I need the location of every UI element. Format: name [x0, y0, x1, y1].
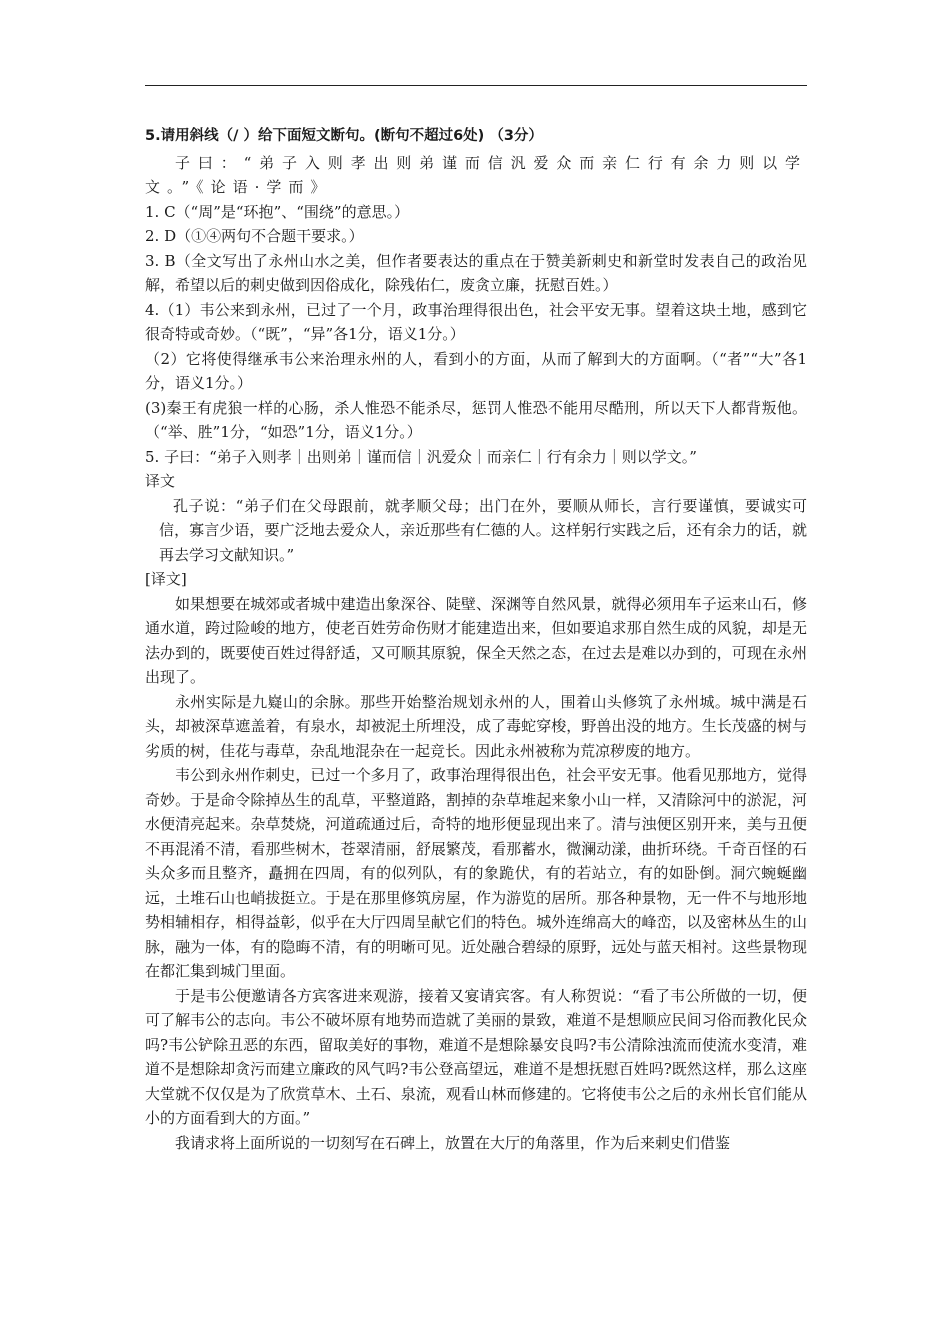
translation-text: 孔子说：“弟子们在父母跟前，就孝顺父母；出门在外，要顺从师长，言行要谨慎，要诚实可信，寡言少语，要广泛地去爱众人，亲近那些有仁德的人。这样躬行实践之后，还有余力的话，就再去学习文献知识。” — [159, 496, 807, 564]
paragraph-5: 我请求将上面所说的一切刻写在石碑上，放置在大厅的角落里，作为后来刺史们借鉴 — [175, 1133, 731, 1152]
paragraph-1: 如果想要在城郊或者城中建造出象深谷、陡壁、深渊等自然风景，就得必须用车子运来山石，修通水道，跨过险峻的地方，使老百姓劳命伤财才能建造出来，但如要追求那自然生成的风貌，却是无法办到的，既要使百姓过得舒适，又可顺其原貌，保全天然之态，在过去是难以办到的，可现在永州出现了。 — [145, 594, 807, 686]
question-5-text: 子曰：“弟子入则孝出则弟谨而信汎爱众而亲仁行有余力则以学 文。”《论语·学而》 — [145, 153, 807, 196]
answer-4-1: 4.（1）韦公来到永州，已过了一个月，政事治理得很出色，社会平安无事。望着这块土地，感到它很奇特或奇妙。（“既”，“异”各1分，语义1分。） — [145, 300, 807, 343]
document-body — [145, 124, 807, 1155]
header-rule — [145, 85, 807, 86]
translation-label: 译文 — [145, 472, 176, 490]
paragraph-4: 于是韦公便邀请各方宾客进来观游，接着又宴请宾客。有人称贺说：“看了韦公所做的一切，便可了解韦公的志向。韦公不破坏原有地势而造就了美丽的景致，难道不是想顺应民间习俗而教化民众吗?韦公铲除丑恶的东西，留取美好的事物，难道不是想除暴安良吗?韦公清除浊流而使流水变清，难道不是想除却贪污而建立廉政的风气吗?韦公登高望远，难道不是想抚慰百姓吗?既然这样，那么这座大堂就不仅仅是为了欣赏草木、土石、泉流，观看山林而修建的。它将使韦公之后的永州长官们能从小的方面看到大的方面。” — [145, 986, 807, 1127]
bracket-translation-label: [译文] — [145, 570, 187, 588]
answer-4-2: （2）它将使得继承韦公来治理永州的人，看到小的方面，从而了解到大的方面啊。（“者”“大”各1分，语义1分。） — [145, 349, 807, 392]
paragraph-2: 永州实际是九嶷山的余脉。那些开始整治规划永州的人，围着山头修筑了永州城。城中满是石头，却被深草遮盖着，有泉水，却被泥土所埋没，成了毒蛇穿梭，野兽出没的地方。生长茂盛的树与劣质的树，佳花与毒草，杂乱地混杂在一起竞长。因此永州被称为荒凉秽废的地方。 — [145, 692, 807, 760]
answer-5: 5. 子曰：“弟子入则孝｜出则弟｜谨而信｜汎爱众｜而亲仁｜行有余力｜则以学文。” — [145, 447, 697, 466]
answer-2: 2. D（①④两句不合题干要求。） — [145, 227, 364, 245]
answer-4-3: (3)秦王有虎狼一样的心肠，杀人惟恐不能杀尽，惩罚人惟恐不能用尽酷刑，所以天下人都背叛他。（“举、胜”1分，“如恐”1分，语义1分。） — [145, 398, 807, 441]
question-5-heading: 5.请用斜线（/ ）给下面短文断句。(断句不超过6处) （3分） — [145, 128, 543, 144]
paragraph-3: 韦公到永州作刺史，已过一个多月了，政事治理得很出色，社会平安无事。他看见那地方，觉得奇妙。于是命令除掉丛生的乱草，平整道路，割掉的杂草堆起来象小山一样，又清除河中的淤泥，河水便清亮起来。杂草焚烧，河道疏通过后，奇特的地形便显现出来了。清与浊便区别开来，美与丑便不再混淆不清，看那些树木，苍翠清丽，舒展繁茂，看那蓄水，微澜动漾，曲折环绕。千奇百怪的石头众多而且整齐，矗拥在四周，有的似列队，有的象跪伏，有的若站立，有的如卧倒。洞穴蜿蜒幽远，土堆石山也峭拔挺立。于是在那里修筑房屋，作为游览的居所。那各种景物，无一件不与地形地势相辅相存，相得益彰，似乎在大厅四周呈献它们的特色。城外连绵高大的峰峦，以及密林丛生的山脉，融为一体，有的隐晦不清，有的明晰可见。近处融合碧绿的原野，远处与蓝天相衬。这些景物现在都汇集到城门里面。 — [145, 766, 807, 980]
answer-3: 3. B（全文写出了永州山水之美，但作者要表达的重点在于赞美新刺史和新堂时发表自己的政治见解，希望以后的刺史做到因俗成化，除残佑仁，废贪立廉，抚慰百姓。） — [145, 251, 807, 294]
answer-1: 1. C（“周”是“环抱”、“围绕”的意思。） — [145, 202, 410, 221]
